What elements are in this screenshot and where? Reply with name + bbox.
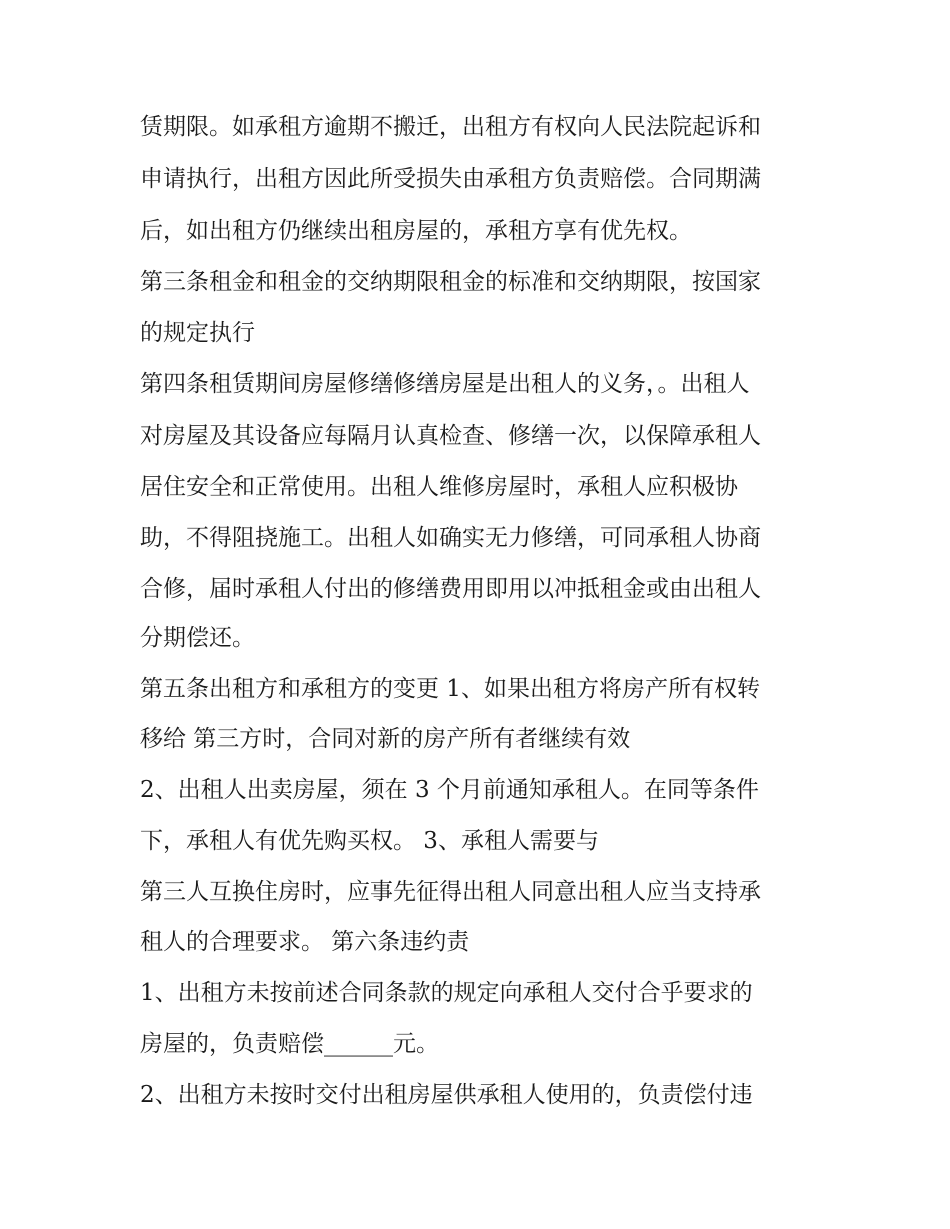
text-line: 分期偿还。 xyxy=(140,625,255,651)
text-line: 2、出租人出卖房屋，须在 3 个月前通知承租人。在同等条件 xyxy=(140,777,759,803)
text-line: 后，如出租方仍继续出租房屋的，承租方享有优先权。 xyxy=(140,218,692,244)
text-line: 移给 第三方时，合同对新的房产所有者继续有效 xyxy=(140,726,631,752)
text-line: 的规定执行 xyxy=(140,320,255,346)
text-line: 租人的合理要求。 第六条违约责 xyxy=(140,929,470,955)
text-line: 申请执行，出租方因此所受损失由承租方负责赔偿。合同期满 xyxy=(140,166,761,192)
text-line: 对房屋及其设备应每隔月认真检查、修缮一次，以保障承租人 xyxy=(140,423,761,449)
text-line: 居住安全和正常使用。出租人维修房屋时，承租人应积极协 xyxy=(140,474,738,500)
text-line: 下，承租人有优先购买权。 3、承租人需要与 xyxy=(140,828,599,854)
text-line: 赁期限。如承租方逾期不搬迁，出租方有权向人民法院起诉和 xyxy=(140,114,761,140)
text-line: 第三人互换住房时，应事先征得出租人同意出租人应当支持承 xyxy=(140,879,761,905)
text-line: 第四条租赁期间房屋修缮修缮房屋是出租人的义务，。出租人 xyxy=(140,371,750,397)
text-line: 第五条出租方和承租方的变更 1、如果出租方将房产所有权转 xyxy=(140,676,760,702)
text-line: 房屋的，负责赔偿______元。 xyxy=(140,1031,439,1057)
text-line: 1、出租方未按前述合同条款的规定向承租人交付合乎要求的 xyxy=(140,980,753,1006)
text-line: 合修，届时承租人付出的修缮费用即用以冲抵租金或由出租人 xyxy=(140,576,761,602)
text-line: 助，不得阻挠施工。出租人如确实无力修缮，可同承租人协商 xyxy=(140,525,761,551)
text-line: 2、出租方未按时交付出租房屋供承租人使用的，负责偿付违 xyxy=(140,1082,753,1108)
text-line: 第三条租金和租金的交纳期限租金的标准和交纳期限，按国家 xyxy=(140,269,761,295)
